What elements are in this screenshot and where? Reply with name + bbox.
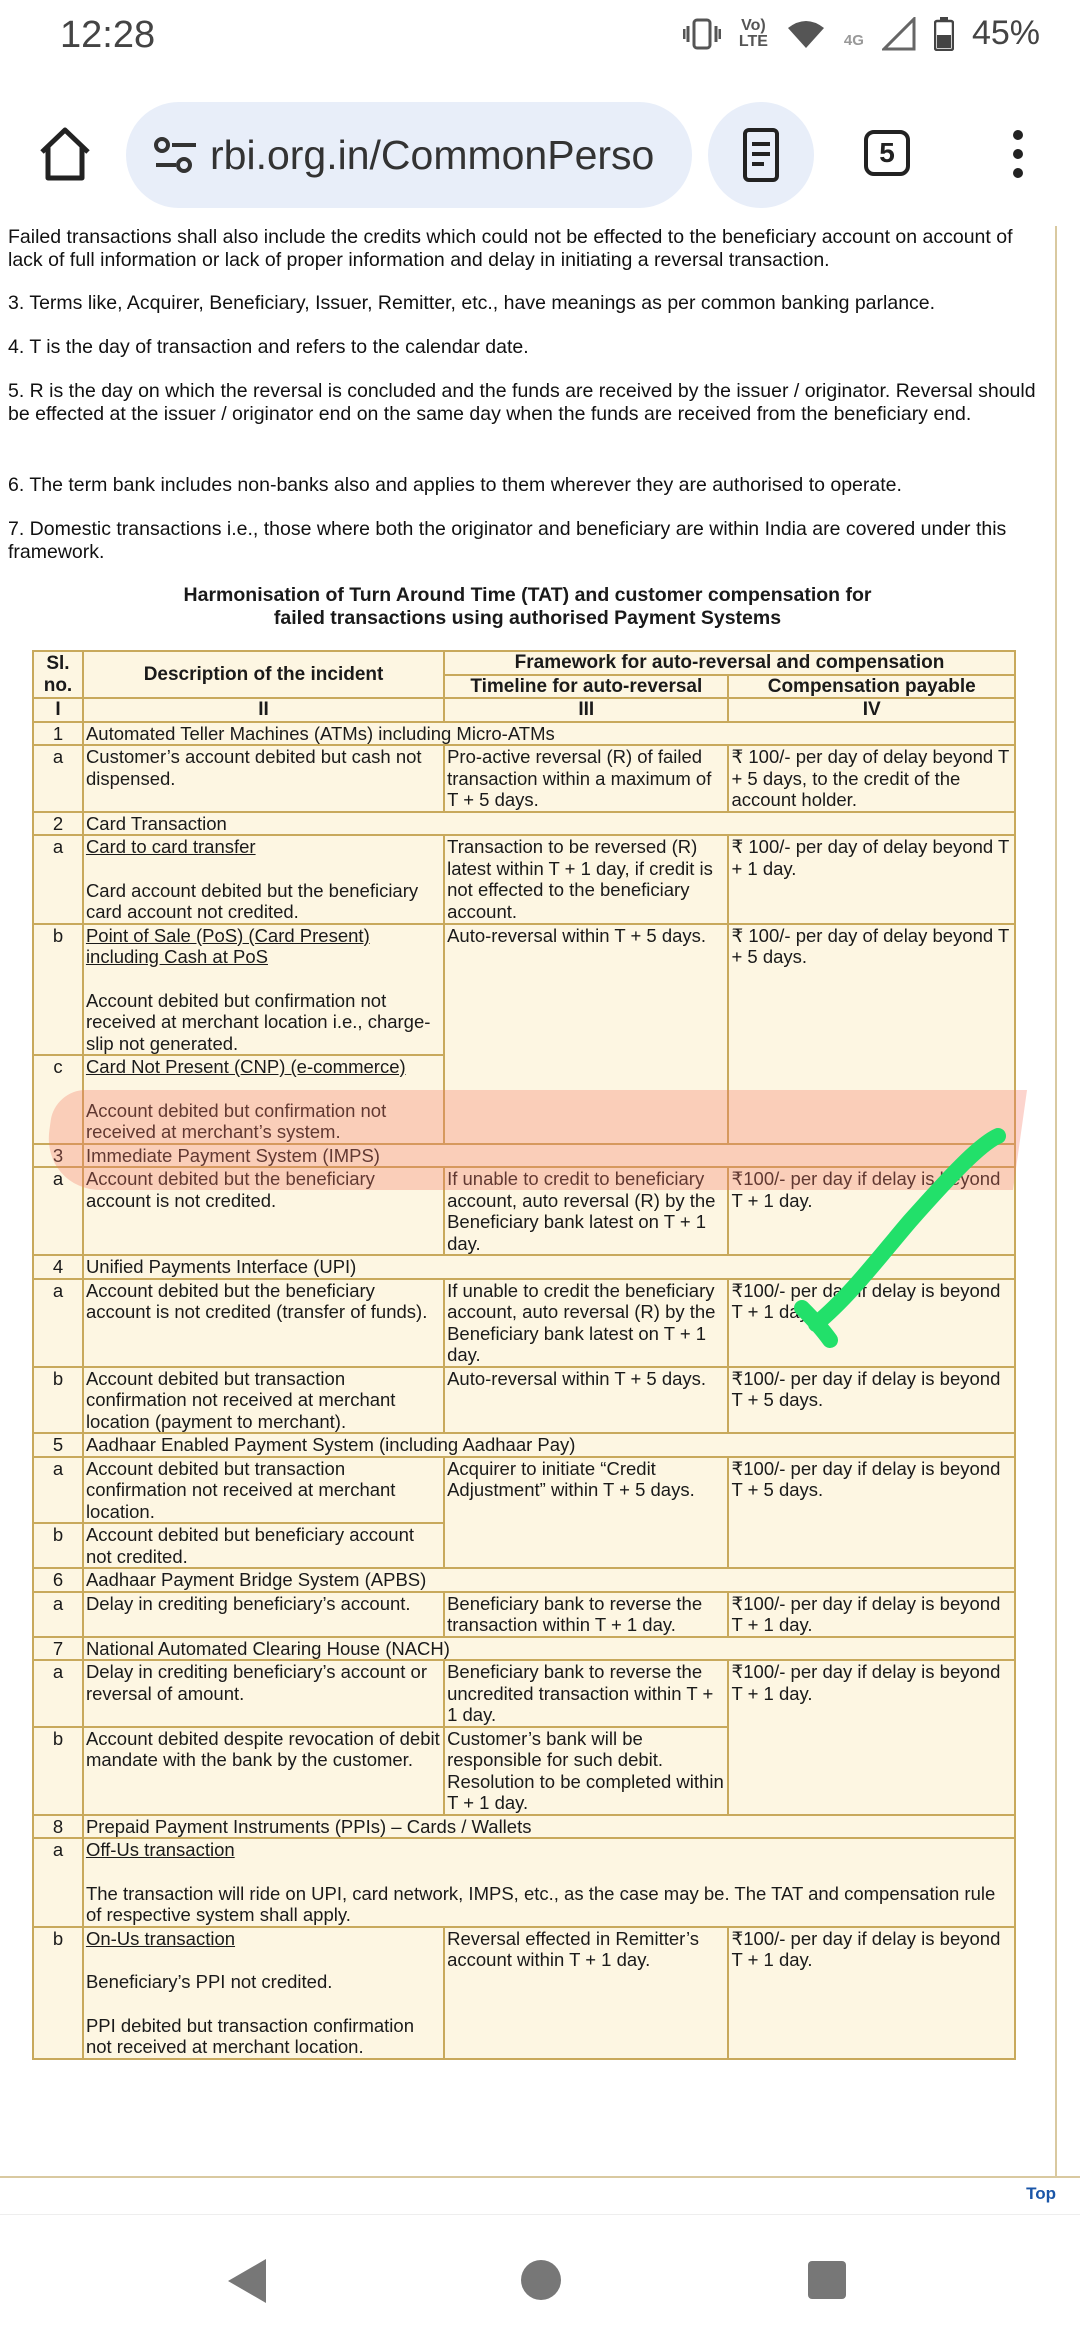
- table-row: 3 Immediate Payment System (IMPS): [33, 1144, 1015, 1168]
- table-row: 7 National Automated Clearing House (NACH): [33, 1637, 1015, 1661]
- paragraph-5: 5. R is the day on which the reversal is concluded and the funds are received by the issuer / originator. Reversal should be effected at the issuer / originator end on the same day when the funds are received from the beneficiary end.: [8, 380, 1036, 425]
- table-row: a Account debited but the beneficiary account is not credited (transfer of funds). If unable to credit the beneficiary account, auto reversal (R) by the Beneficiary bank latest on T + 1 day. ₹100/- per day if delay is beyond T + 1 day.: [33, 1279, 1015, 1367]
- table-row: a Off-Us transaction The transaction will ride on UPI, card network, IMPS, etc., as the case may be. The TAT and compensation rule of respective system shall apply.: [33, 1838, 1015, 1927]
- tat-table: [32, 650, 1016, 2060]
- table-row: 5 Aadhaar Enabled Payment System (including Aadhaar Pay): [33, 1433, 1015, 1457]
- table-row: b Account debited but beneficiary account not credited.: [33, 1523, 1015, 1568]
- table-title: Harmonisation of Turn Around Time (TAT) and customer compensation for failed transactions using authorised Payment Systems: [183, 584, 872, 629]
- header-timeline: Timeline for auto-reversal: [444, 675, 728, 699]
- table-roman-row: I II III IV: [33, 698, 1015, 722]
- navigation-bar: [0, 2214, 1080, 2341]
- tune-icon[interactable]: [154, 135, 198, 175]
- table-row: 2 Card Transaction: [33, 812, 1015, 836]
- table-row: 8 Prepaid Payment Instruments (PPIs) – Cards / Wallets: [33, 1815, 1015, 1839]
- table-row: b Account debited but transaction confirmation not received at merchant location (payment to merchant). Auto-reversal within T + 5 days. ₹100/- per day if delay is beyond T + 5 days.: [33, 1367, 1015, 1434]
- wifi-icon: [786, 18, 826, 50]
- paragraph-4: 4. T is the day of transaction and refers to the calendar date.: [8, 336, 529, 358]
- table-row: a Delay in crediting beneficiary’s account. Beneficiary bank to reverse the transaction within T + 1 day. ₹100/- per day if delay is beyond T + 1 day.: [33, 1592, 1015, 1637]
- vibrate-icon: [683, 17, 721, 51]
- home-button[interactable]: [30, 120, 100, 190]
- table-row: 1 Automated Teller Machines (ATMs) including Micro-ATMs: [33, 722, 1015, 746]
- paragraph-failed-transactions: Failed transactions shall also include the credits which could not be effected to the beneficiary account on account of lack of full information or lack of proper information and delay in initiating a reversal transaction.: [8, 226, 1013, 271]
- table-row: b Point of Sale (PoS) (Card Present) including Cash at PoS Account debited but confirmation not received at merchant location i.e., charge-slip not generated. Auto-reversal within T + 5 days. ₹ 100/- per day of delay beyond T + 5 days.: [33, 924, 1015, 1056]
- paragraph-6: 6. The term bank includes non-banks also and applies to them wherever they are authorised to operate.: [8, 474, 902, 496]
- table-row: 4 Unified Payments Interface (UPI): [33, 1255, 1015, 1279]
- table-row: c Card Not Present (CNP) (e-commerce) Account debited but confirmation not received at merchant’s system.: [33, 1055, 1015, 1144]
- more-vert-icon[interactable]: [1010, 130, 1026, 186]
- home-icon: [30, 120, 100, 190]
- table-row: a Account debited but transaction confirmation not received at merchant location. Acquirer to initiate “Credit Adjustment” within T + 5 days. ₹100/- per day if delay is beyond T + 5 days.: [33, 1457, 1015, 1524]
- back-icon[interactable]: [228, 2259, 266, 2303]
- recents-icon[interactable]: [808, 2261, 846, 2299]
- battery-percent: 45%: [971, 14, 1040, 52]
- table-row: b On-Us transaction Beneficiary’s PPI not credited. PPI debited but transaction confirmation not received at merchant location. Reversal effected in Remitter’s account within T + 1 day. ₹100/- per day if delay is beyond T + 1 day.: [33, 1927, 1015, 2059]
- header-description: Description of the incident: [83, 651, 444, 698]
- address-bar[interactable]: [126, 102, 692, 208]
- header-framework: Framework for auto-reversal and compensation: [444, 651, 1015, 675]
- table-row: b Account debited despite revocation of debit mandate with the bank by the customer. Customer’s bank will be responsible for such debit. Resolution to be completed within T + 1 day.: [33, 1727, 1015, 1815]
- status-time: 12:28: [60, 14, 156, 56]
- footer-divider: [0, 2176, 1080, 2178]
- header-compensation: Compensation payable: [728, 675, 1015, 699]
- paragraph-3: 3. Terms like, Acquirer, Beneficiary, Issuer, Remitter, etc., have meanings as per common banking parlance.: [8, 292, 936, 314]
- table-row: a Delay in crediting beneficiary’s account or reversal of amount. Beneficiary bank to reverse the uncredited transaction within T + 1 day. ₹100/- per day if delay is beyond T + 1 day.: [33, 1660, 1015, 1727]
- volte-indicator: Vo) LTE: [738, 16, 768, 50]
- home-nav-icon[interactable]: [521, 2260, 561, 2300]
- browser-toolbar: [0, 90, 1080, 220]
- signal-icon: [882, 17, 916, 51]
- reader-mode-button[interactable]: [708, 102, 814, 208]
- table-row: a Card to card transfer Card account debited but the beneficiary card account not credited. Transaction to be reversed (R) latest within T + 1 day, if credit is not effected to the beneficiary account. ₹ 100/- per day of delay beyond T + 1 day.: [33, 835, 1015, 924]
- tab-switcher-button[interactable]: 5: [864, 130, 910, 176]
- table-row: 6 Aadhaar Payment Bridge System (APBS): [33, 1568, 1015, 1592]
- table-row: a Account debited but the beneficiary account is not credited. If unable to credit to beneficiary account, auto reversal (R) by the Beneficiary bank latest on T + 1 day. ₹100/- per day if delay is beyond T + 1 day.: [33, 1167, 1015, 1255]
- reader-mode-icon: [708, 102, 814, 208]
- network-type-label: 4G: [843, 31, 864, 49]
- table-row: a Customer’s account debited but cash not dispensed. Pro-active reversal (R) of failed transaction within a maximum of T + 5 days. ₹ 100/- per day of delay beyond T + 5 days, to the credit of the account holder.: [33, 745, 1015, 812]
- page-content: [0, 226, 1057, 2176]
- table-header-row: [33, 651, 1015, 675]
- status-icons: [683, 14, 1040, 53]
- battery-icon: [934, 17, 954, 51]
- header-slno: Sl. no.: [33, 651, 83, 698]
- status-bar: [0, 0, 1080, 80]
- top-link[interactable]: Top: [1026, 2184, 1056, 2203]
- paragraph-7: 7. Domestic transactions i.e., those where both the originator and beneficiary are within India are covered under this framework.: [8, 518, 1007, 563]
- url-text[interactable]: rbi.org.in/CommonPerso: [210, 132, 655, 178]
